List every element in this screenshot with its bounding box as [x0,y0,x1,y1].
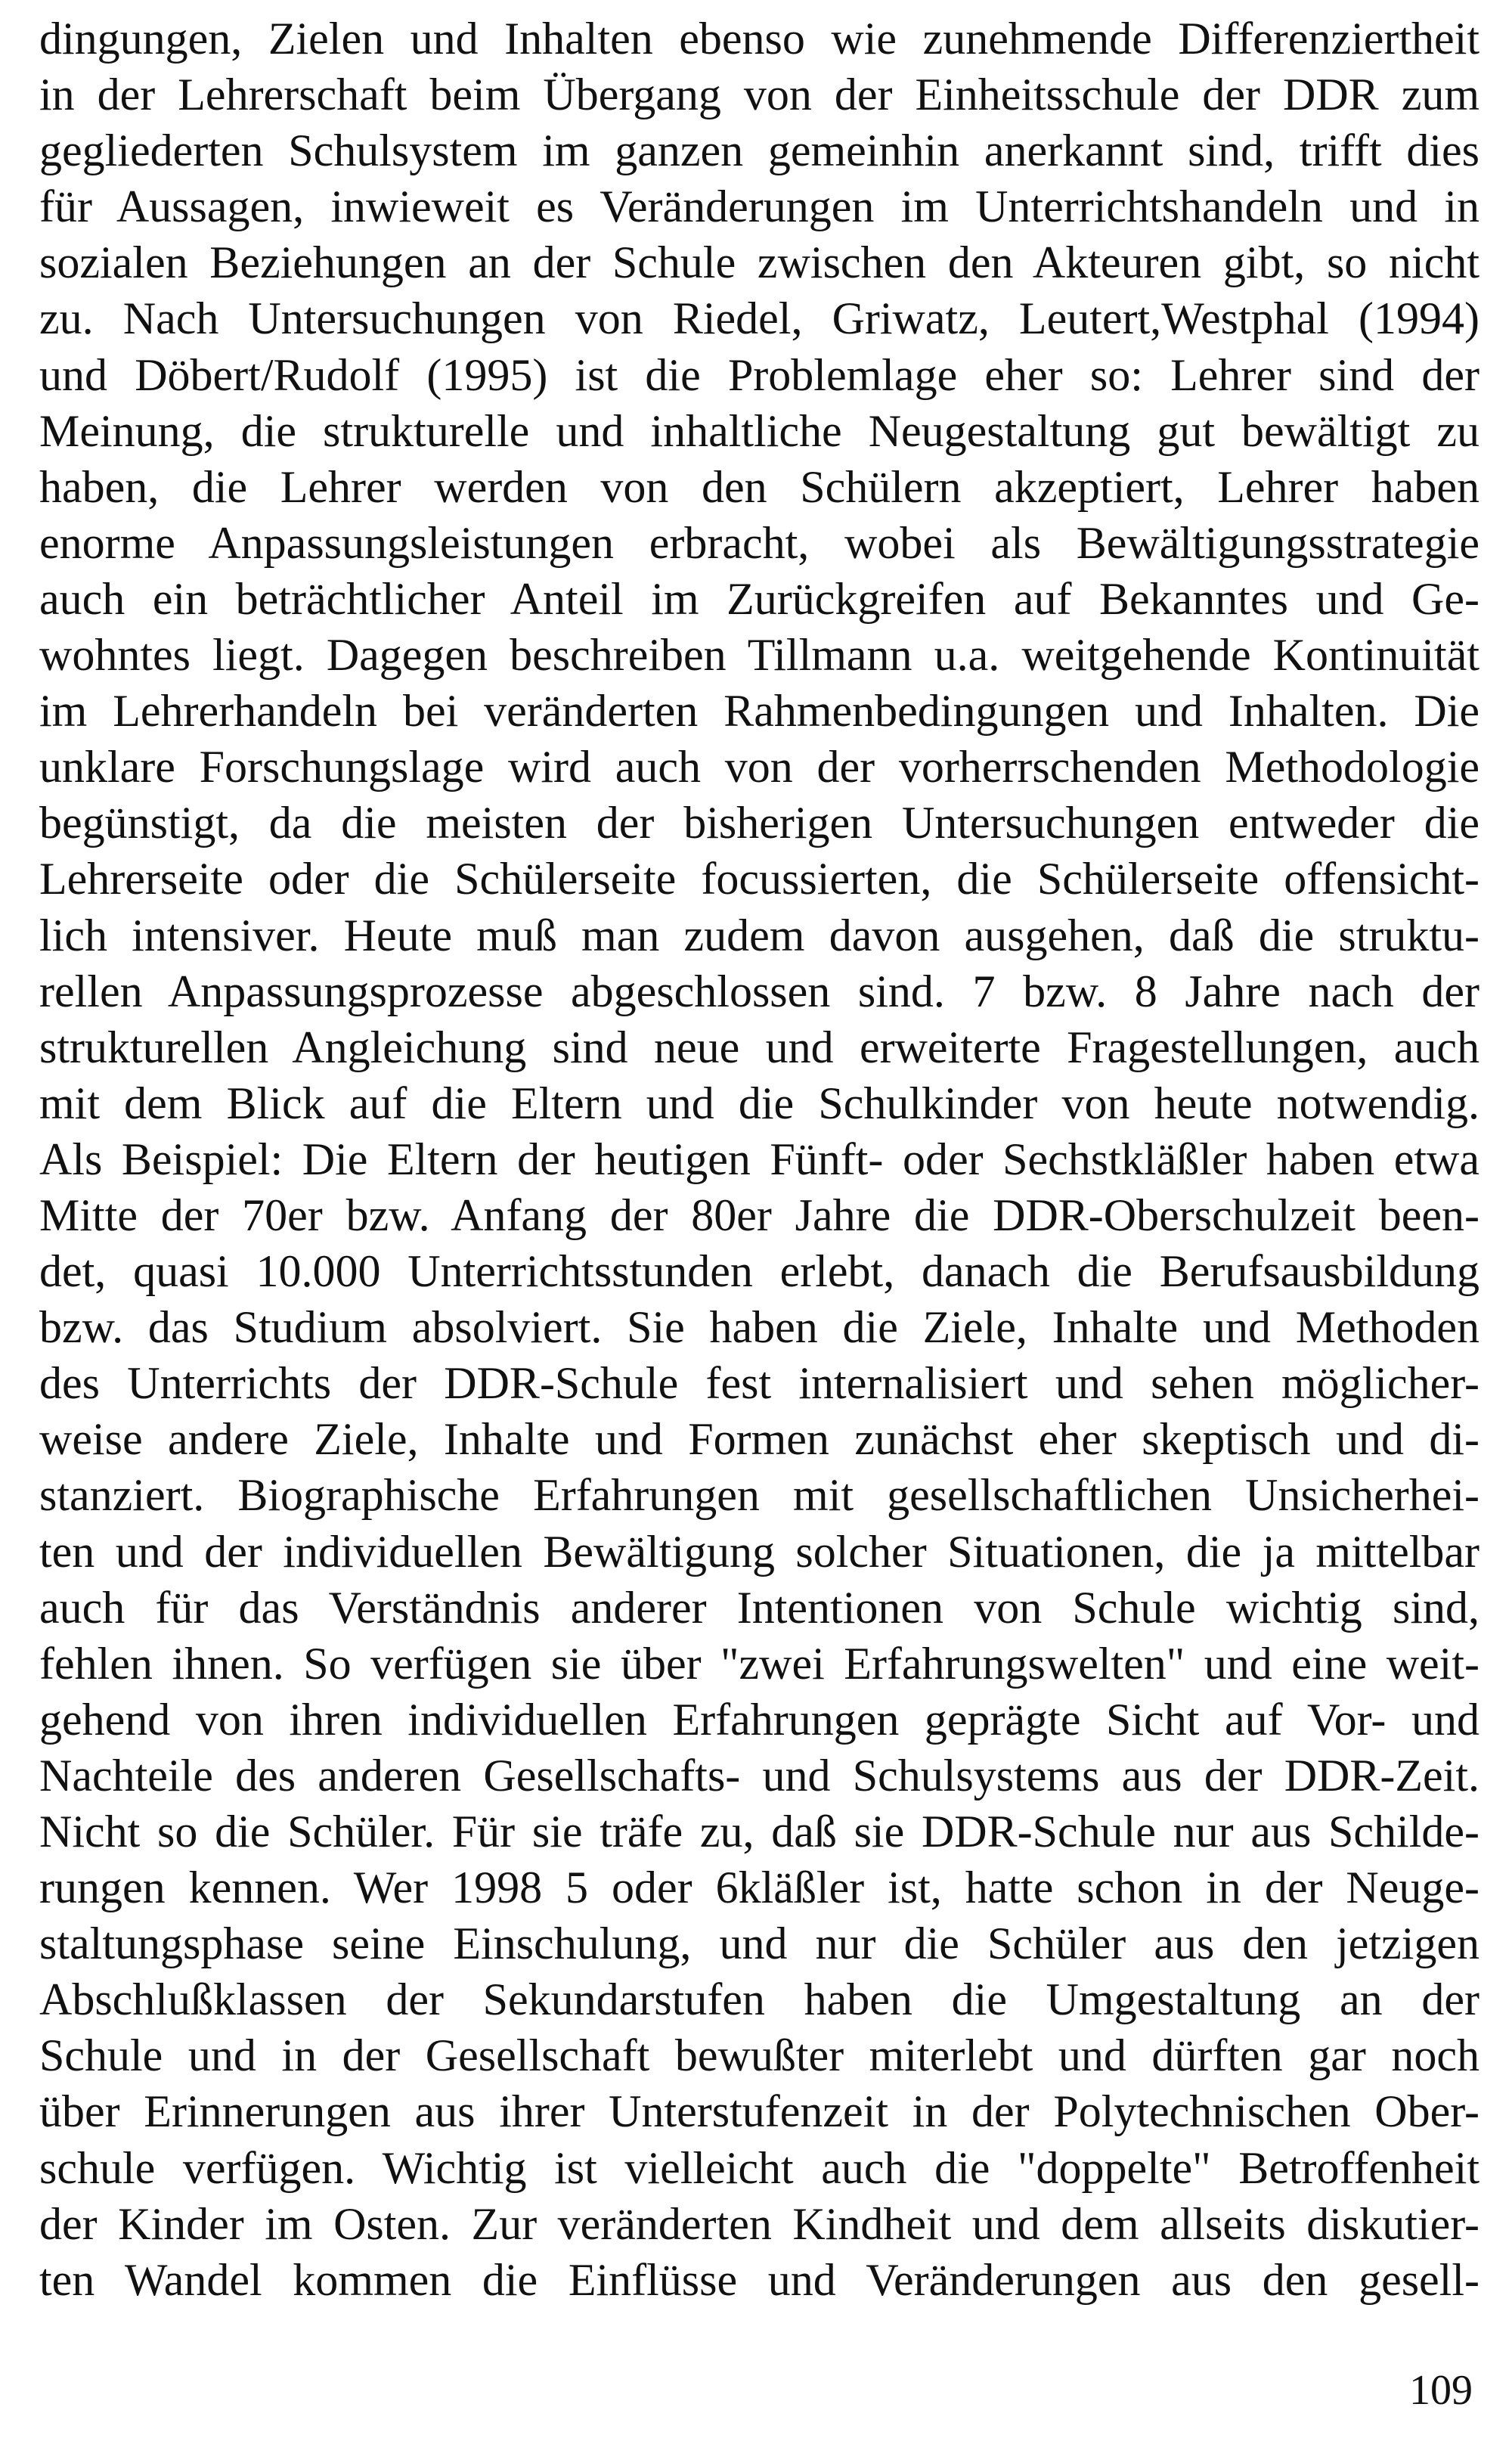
text-line: Lehrerseite oder die Schülerseite focussierten, die Schülerseite offensicht- [39,854,1479,904]
body-text [39,11,1479,2308]
text-line: Schule und in der Gesellschaft bewußter miterlebt und dürften gar noch [39,2030,1479,2081]
text-line: strukturellen Angleichung sind neue und erweiterte Fragestellungen, auch [39,1022,1479,1072]
text-line: der Kinder im Osten. Zur veränderten Kindheit und dem allseits diskutier- [39,2198,1479,2249]
text-line: des Unterrichts der DDR-Schule fest internalisiert und sehen möglicher- [39,1358,1479,1409]
text-line: ten Wandel kommen die Einflüsse und Veränderungen aus den gesell- [39,2254,1479,2305]
text-line: und Döbert/Rudolf (1995) ist die Problemlage eher so: Lehrer sind der [39,349,1479,400]
text-line: weise andere Ziele, Inhalte und Formen zunächst eher skeptisch und di- [39,1414,1479,1465]
text-line: haben, die Lehrer werden von den Schülern akzeptiert, Lehrer haben [39,461,1479,512]
text-line: schule verfügen. Wichtig ist vielleicht auch die "doppelte" Betroffenheit [39,2142,1479,2193]
text-line: stanziert. Biographische Erfahrungen mit gesellschaftlichen Unsicherhei- [39,1470,1479,1521]
text-line: zu. Nach Untersuchungen von Riedel, Griwatz, Leutert,Westphal (1994) [39,293,1479,344]
text-line: auch für das Verständnis anderer Intentionen von Schule wichtig sind, [39,1582,1479,1633]
text-line: Meinung, die strukturelle und inhaltliche Neugestaltung gut bewältigt zu [39,405,1479,456]
text-line: begünstigt, da die meisten der bisherigen Untersuchungen entweder die [39,798,1479,848]
text-line: Nicht so die Schüler. Für sie träfe zu, daß sie DDR-Schule nur aus Schilde- [39,1807,1479,1856]
text-line: im Lehrerhandeln bei veränderten Rahmenbedingungen und Inhalten. Die [39,686,1479,737]
text-line: Nachteile des anderen Gesellschafts- und Schulsystems aus der DDR-Zeit. [39,1750,1479,1801]
text-line: det, quasi 10.000 Unterrichtsstunden erlebt, danach die Berufsausbildung [39,1246,1479,1297]
text-line: auch ein beträchtlicher Anteil im Zurückgreifen auf Bekanntes und Ge- [39,573,1479,624]
text-line: in der Lehrerschaft beim Übergang von der Einheitsschule der DDR zum [39,70,1479,120]
text-line: enorme Anpassungsleistungen erbracht, wobei als Bewältigungsstrategie [39,517,1479,568]
text-line: gehend von ihren individuellen Erfahrungen geprägte Sicht auf Vor- und [39,1694,1479,1745]
text-line: für Aussagen, inwieweit es Veränderungen im Unterrichtshandeln und in [39,181,1479,232]
text-line: bzw. das Studium absolviert. Sie haben die Ziele, Inhalte und Methoden [39,1302,1479,1353]
text-line: gegliederten Schulsystem im ganzen gemeinhin anerkannt sind, trifft dies [39,126,1479,176]
text-line: unklare Forschungslage wird auch von der vorherrschenden Methodologie [39,742,1479,793]
text-line: Abschlußklassen der Sekundarstufen haben die Umgestaltung an der [39,1974,1479,2025]
text-line: ten und der individuellen Bewältigung solcher Situationen, die ja mittelbar [39,1526,1479,1577]
text-line: sozialen Beziehungen an der Schule zwischen den Akteuren gibt, so nicht [39,237,1479,288]
text-line: Mitte der 70er bzw. Anfang der 80er Jahre die DDR-Oberschulzeit been- [39,1190,1479,1240]
text-line: mit dem Blick auf die Eltern und die Schulkinder von heute notwendig. [39,1078,1479,1128]
text-line: lich intensiver. Heute muß man zudem davon ausgehen, daß die struktu- [39,910,1479,960]
text-line: fehlen ihnen. So verfügen sie über "zwei Erfahrungswelten" und eine weit- [39,1638,1479,1689]
text-line: rellen Anpassungsprozesse abgeschlossen sind. 7 bzw. 8 Jahre nach der [39,966,1479,1016]
text-line: rungen kennen. Wer 1998 5 oder 6kläßler ist, hatte schon in der Neuge- [39,1863,1479,1913]
text-line: Als Beispiel: Die Eltern der heutigen Fünft- oder Sechstkläßler haben etwa [39,1134,1479,1184]
text-line: staltungsphase seine Einschulung, und nur die Schüler aus den jetzigen [39,1918,1479,1969]
page-number: 109 [1409,2367,1473,2414]
text-line: wohntes liegt. Dagegen beschreiben Tillmann u.a. weitgehende Kontinuität [39,630,1479,681]
text-line: dingungen, Zielen und Inhalten ebenso wie zunehmende Differenziertheit [39,14,1479,64]
text-line: über Erinnerungen aus ihrer Unterstufenzeit in der Polytechnischen Ober- [39,2086,1479,2137]
